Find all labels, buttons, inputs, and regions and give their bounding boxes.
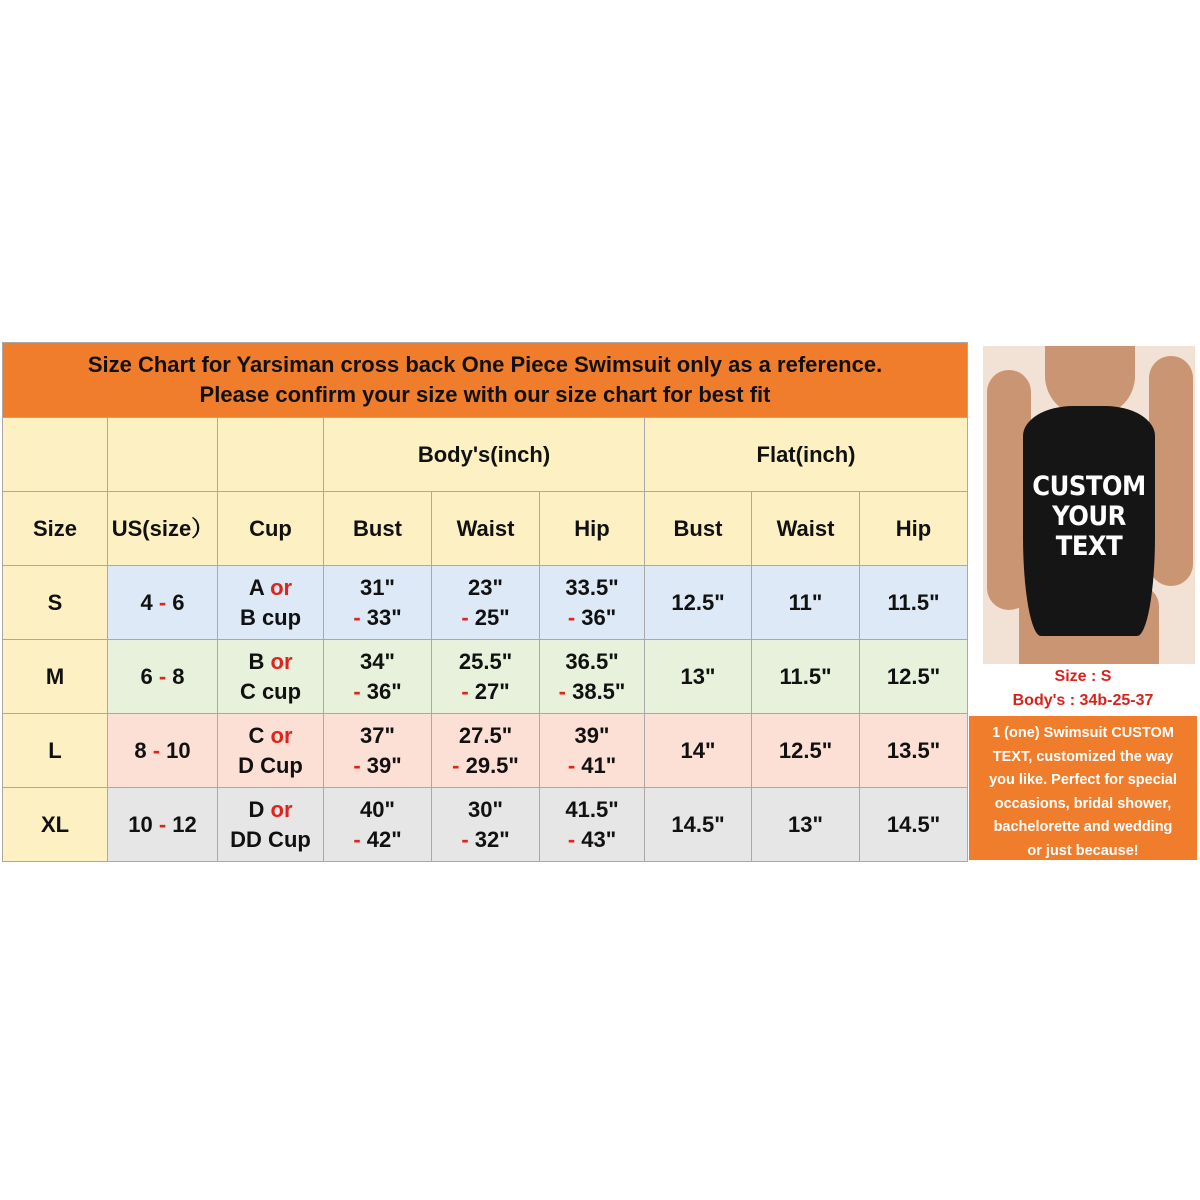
body-hip-cell: 39" - 41" bbox=[540, 714, 645, 788]
group-header-flat: Flat(inch) bbox=[645, 418, 968, 492]
flat-waist-cell: 12.5" bbox=[752, 714, 860, 788]
size-cell: M bbox=[3, 640, 108, 714]
column-header-flat-bust: Bust bbox=[645, 492, 752, 566]
flat-hip-cell: 13.5" bbox=[860, 714, 968, 788]
body-waist-cell: 27.5" - 29.5" bbox=[432, 714, 540, 788]
body-bust-cell: 40" - 42" bbox=[324, 788, 432, 862]
cup-cell: D or DD Cup bbox=[218, 788, 324, 862]
cup-cell: A or B cup bbox=[218, 566, 324, 640]
chart-title-line-1: Size Chart for Yarsiman cross back One Piece Swimsuit only as a reference. bbox=[87, 352, 883, 378]
body-waist-cell: 30" - 32" bbox=[432, 788, 540, 862]
body-waist-cell: 23" - 25" bbox=[432, 566, 540, 640]
group-header-blank bbox=[3, 418, 108, 492]
size-cell: XL bbox=[3, 788, 108, 862]
chart-title bbox=[3, 343, 968, 418]
model-photo bbox=[983, 346, 1195, 664]
swimsuit-custom-text: CUSTOM YOUR TEXT bbox=[1032, 471, 1146, 562]
size-chart-graphic bbox=[0, 340, 1200, 862]
size-chart-table bbox=[2, 342, 968, 862]
size-caption: Size : S bbox=[1054, 668, 1112, 685]
flat-waist-cell: 11" bbox=[752, 566, 860, 640]
body-hip-cell: 33.5" - 36" bbox=[540, 566, 645, 640]
body-hip-cell: 41.5" - 43" bbox=[540, 788, 645, 862]
chart-title-line-2: Please confirm your size with our size chart for best fit bbox=[199, 382, 771, 407]
body-caption: Body's : 34b-25-37 bbox=[1012, 692, 1154, 709]
body-hip-cell: 36.5" - 38.5" bbox=[540, 640, 645, 714]
column-header-body-bust: Bust bbox=[324, 492, 432, 566]
group-header-blank bbox=[218, 418, 324, 492]
flat-bust-cell: 12.5" bbox=[645, 566, 752, 640]
group-header-blank bbox=[108, 418, 218, 492]
flat-hip-cell: 12.5" bbox=[860, 640, 968, 714]
us-size-cell: 4 - 6 bbox=[108, 566, 218, 640]
cup-cell: B or C cup bbox=[218, 640, 324, 714]
table-row bbox=[3, 640, 968, 714]
flat-waist-cell: 11.5" bbox=[752, 640, 860, 714]
table-row bbox=[3, 714, 968, 788]
column-header-size: Size bbox=[3, 492, 108, 566]
body-bust-cell: 37" - 39" bbox=[324, 714, 432, 788]
column-header-body-hip: Hip bbox=[540, 492, 645, 566]
flat-hip-cell: 14.5" bbox=[860, 788, 968, 862]
column-header-cup: Cup bbox=[218, 492, 324, 566]
flat-bust-cell: 13" bbox=[645, 640, 752, 714]
body-bust-cell: 31" - 33" bbox=[324, 566, 432, 640]
column-header-body-waist: Waist bbox=[432, 492, 540, 566]
flat-bust-cell: 14" bbox=[645, 714, 752, 788]
us-size-cell: 6 - 8 bbox=[108, 640, 218, 714]
custom-text-description-panel bbox=[969, 716, 1197, 860]
flat-hip-cell: 11.5" bbox=[860, 566, 968, 640]
body-waist-cell: 25.5" - 27" bbox=[432, 640, 540, 714]
us-size-cell: 8 - 10 bbox=[108, 714, 218, 788]
column-header-flat-waist: Waist bbox=[752, 492, 860, 566]
cup-cell: C or D Cup bbox=[218, 714, 324, 788]
column-header-us-size: US(size） bbox=[108, 492, 218, 566]
table-row bbox=[3, 566, 968, 640]
size-cell: L bbox=[3, 714, 108, 788]
flat-bust-cell: 14.5" bbox=[645, 788, 752, 862]
group-header-body: Body's(inch) bbox=[324, 418, 645, 492]
us-size-cell: 10 - 12 bbox=[108, 788, 218, 862]
custom-text-description: 1 (one) Swimsuit CUSTOM TEXT, customized the way you like. Perfect for special occasions, bridal shower, bachelorette and wedding or just because! bbox=[989, 725, 1177, 859]
body-bust-cell: 34" - 36" bbox=[324, 640, 432, 714]
model-photo-panel bbox=[969, 342, 1197, 714]
flat-waist-cell: 13" bbox=[752, 788, 860, 862]
size-cell: S bbox=[3, 566, 108, 640]
column-header-flat-hip: Hip bbox=[860, 492, 968, 566]
table-row bbox=[3, 788, 968, 862]
